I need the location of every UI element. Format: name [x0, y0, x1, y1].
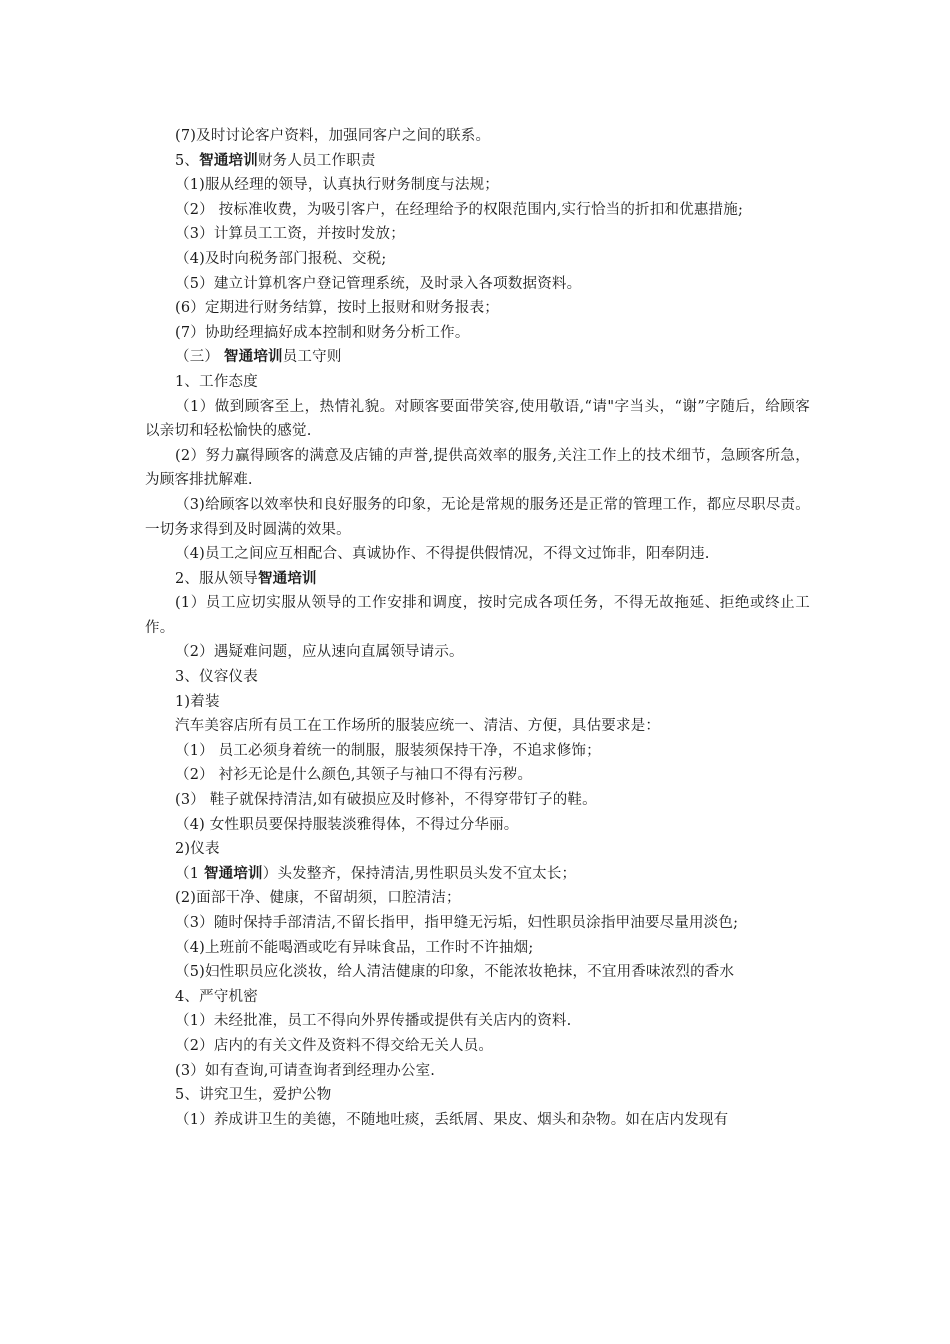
paragraph [145, 567, 810, 592]
paragraph [145, 591, 810, 640]
text-run: (1）员工应切实服从领导的工作安排和调度，按时完成各项任务，不得无故拖延、拒绝或终止工作。 [145, 595, 810, 636]
paragraph [145, 960, 810, 985]
paragraph [145, 837, 810, 862]
paragraph [145, 1034, 810, 1059]
paragraph [145, 493, 810, 542]
paragraph [145, 886, 810, 911]
text-run: （5）建立计算机客户登记管理系统，及时录入各项数据资料。 [175, 275, 582, 292]
text-run: 员工守则 [282, 349, 342, 366]
text-run: 5、 [175, 152, 200, 169]
paragraph [145, 222, 810, 247]
text-run: ）头发整齐，保持清洁,男性职员头发不宜太长； [262, 865, 577, 882]
bold-text: 智通培训 [257, 569, 317, 587]
paragraph [145, 690, 810, 715]
text-run: （1)服从经理的领导，认真执行财务制度与法规； [175, 177, 499, 194]
bold-text: 智通培训 [199, 151, 258, 169]
text-run: (6）定期进行财务结算，按时上报财和财务报表； [175, 300, 499, 317]
paragraph [145, 124, 810, 149]
text-run: 汽车美容店所有员工在工作场所的服装应统一、清洁、方便，具估要求是： [175, 718, 661, 735]
text-run: （2）遇疑难问题，应从速向直属领导请示。 [175, 644, 464, 661]
text-run: 2、服从领导 [175, 570, 258, 587]
bold-text: 智通培训 [203, 864, 263, 882]
text-run: （1 [175, 865, 204, 882]
text-run: 财务人员工作职责 [257, 152, 376, 169]
text-run: 2)仪表 [175, 841, 220, 858]
text-run: （4) 女性职员要保持服装淡雅得体，不得过分华丽。 [175, 816, 519, 833]
paragraph [145, 444, 810, 493]
paragraph [145, 862, 810, 887]
paragraph [145, 345, 810, 370]
paragraph [145, 763, 810, 788]
text-run: (7）协助经理搞好成本控制和财务分析工作。 [175, 324, 470, 341]
text-run: （三） [175, 349, 224, 366]
text-run: 1、工作态度 [175, 373, 258, 390]
paragraph [145, 813, 810, 838]
text-run: （4)及时向税务部门报税、交税; [175, 250, 387, 267]
text-run: 4、严守机密 [175, 988, 258, 1005]
text-run: （3）计算员工工资，并按时发放； [175, 226, 405, 243]
text-run: 3、仪容仪表 [175, 669, 258, 686]
paragraph [145, 788, 810, 813]
paragraph [145, 911, 810, 936]
text-run: （4)上班前不能喝酒或吃有异味食品，工作时不许抽烟; [175, 939, 534, 956]
text-run: （2） 衬衫无论是什么颜色,其领子与袖口不得有污秽。 [175, 767, 533, 784]
paragraph [145, 173, 810, 198]
text-run: （4)员工之间应互相配合、真诚协作、不得提供假情况，不得文过饰非，阳奉阴违. [175, 546, 710, 563]
text-run: （3)给顾客以效率快和良好服务的印象，无论是常规的服务还是正常的管理工作，都应尽职尽责。一切务求得到及时圆满的效果。 [145, 496, 810, 538]
paragraph [145, 247, 810, 272]
paragraph [145, 665, 810, 690]
paragraph [145, 321, 810, 346]
paragraph [145, 149, 810, 174]
text-run: （1）养成讲卫生的美德，不随地吐痰，丢纸屑、果皮、烟头和杂物。如在店内发现有 [175, 1111, 729, 1128]
paragraph [145, 936, 810, 961]
text-run: (3） 鞋子就保持清洁,如有破损应及时修补，不得穿带钉子的鞋。 [175, 792, 597, 809]
document-body [145, 124, 810, 1132]
paragraph [145, 395, 810, 444]
paragraph [145, 1108, 810, 1133]
text-run: （1） 员工必须身着统一的制服，服装须保持干净，不追求修饰； [175, 742, 601, 759]
paragraph [145, 370, 810, 395]
text-run: (7)及时讨论客户资料，加强同客户之间的联系。 [175, 128, 491, 144]
text-run: （1）未经批准，员工不得向外界传播或提供有关店内的资料. [175, 1013, 572, 1030]
paragraph [145, 198, 810, 223]
paragraph [145, 714, 810, 739]
text-run: (2)面部干净、健康，不留胡须，口腔清洁； [175, 890, 461, 907]
paragraph [145, 542, 810, 567]
text-run: (2）努力赢得顾客的满意及店铺的声誉,提供高效率的服务,关注工作上的技术细节，急顾客所急，为顾客排扰解难. [145, 447, 810, 489]
paragraph [145, 272, 810, 297]
paragraph [145, 739, 810, 764]
text-run: （5)妇性职员应化淡妆，给人清洁健康的印象，不能浓妆艳抹，不宜用香味浓烈的香水 [175, 964, 735, 981]
text-run: （3）随时保持手部清洁,不留长指甲，指甲缝无污垢，妇性职员涂指甲油要尽量用淡色; [175, 915, 739, 931]
bold-text: 智通培训 [223, 348, 283, 366]
text-run: (3）如有查询,可请查询者到经理办公室. [175, 1062, 436, 1079]
paragraph [145, 1009, 810, 1034]
paragraph [145, 985, 810, 1010]
paragraph [145, 640, 810, 665]
text-run: 5、讲究卫生，爱护公物 [175, 1087, 332, 1104]
text-run: （2）店内的有关文件及资料不得交给无关人员。 [175, 1037, 494, 1054]
paragraph [145, 1083, 810, 1108]
paragraph [145, 296, 810, 321]
text-run: （1）做到顾客至上，热情礼貌。对顾客要面带笑容,使用敬语,“请"字当头，“谢”字随后，给顾客以亲切和轻松愉快的感觉. [145, 398, 810, 440]
text-run: （2） 按标准收费，为吸引客户，在经理给予的权限范围内,实行恰当的折扣和优惠措施; [175, 201, 744, 218]
text-run: 1)着装 [175, 693, 220, 710]
paragraph [145, 1059, 810, 1084]
